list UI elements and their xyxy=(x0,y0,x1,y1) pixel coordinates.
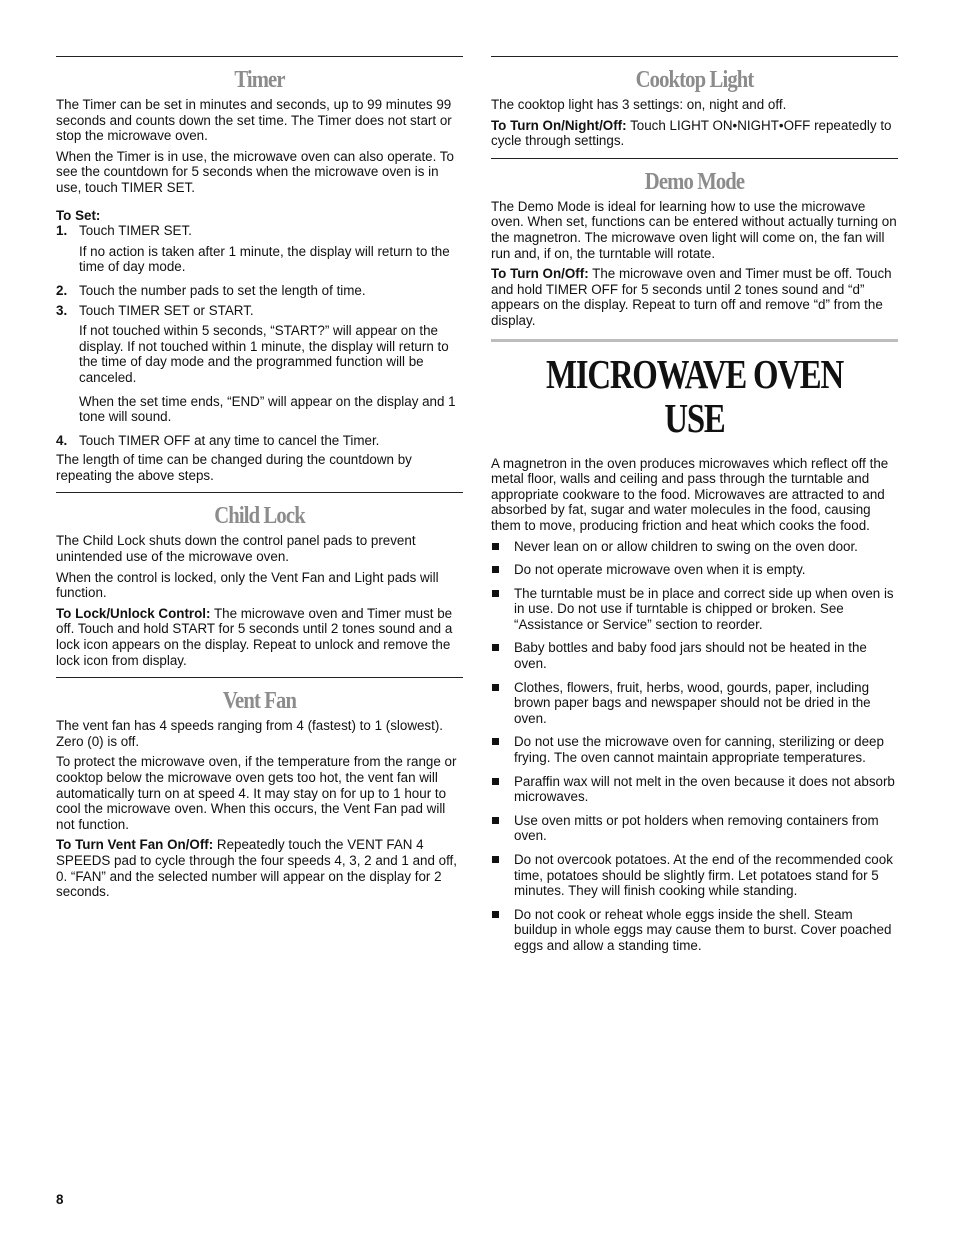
vent-fan-toggle-label: To Turn Vent Fan On/Off: xyxy=(56,837,214,853)
vent-fan-paragraph-2: To protect the microwave oven, if the temperature from the range or cooktop below the microwave oven gets too hot, the vent fan will automatically turn on at speed 4. It may stay on for up to 1 hour to cool the microwave oven. When this occurs, the Vent Fan pad will not function. xyxy=(56,754,457,832)
list-item xyxy=(491,562,898,578)
list-item xyxy=(491,640,898,671)
demo-mode-heading: Demo Mode xyxy=(644,168,745,195)
microwave-use-intro: A magnetron in the oven produces microwaves which reflect off the metal floor, walls and ceiling and pass through the turntable and appropriate cookware to the food. Microwaves are attracted to and absorbed by fat, sugar and water molecules in the food, causing them to move, producing friction and heat which cooks the food. xyxy=(491,455,889,533)
microwave-use-heading: MICROWAVE OVEN USE xyxy=(546,350,843,441)
step-text: Touch TIMER OFF at any time to cancel the Timer. xyxy=(79,432,380,448)
vent-fan-section xyxy=(56,677,463,900)
vent-fan-toggle-text: Repeatedly touch the VENT FAN 4 SPEEDS pad to cycle through the four speeds 4, 3, 2 and 1 and off, 0. “FAN” and the selected number will appear on the display for 2 seconds. xyxy=(56,837,457,900)
vent-fan-paragraph-3 xyxy=(56,837,463,899)
cooktop-light-section xyxy=(491,56,898,149)
section-divider xyxy=(56,56,463,57)
square-bullet-icon xyxy=(491,852,514,899)
list-item-text: Do not cook or reheat whole eggs inside the shell. Steam buildup in whole eggs may cause them to burst. Cover poached eggs and allow a standing time. xyxy=(514,906,892,953)
to-set-label: To Set: xyxy=(56,207,101,223)
timer-paragraph-1: The Timer can be set in minutes and seconds, up to 99 minutes 99 seconds and counts down the set time. The Timer does not start or stop the microwave oven. xyxy=(56,97,452,144)
square-bullet-icon xyxy=(491,640,514,671)
demo-mode-paragraph-1: The Demo Mode is ideal for learning how to use the microwave oven. When set, functions can be entered without actually turning on the magnetron. The microwave oven light will come on, the fan will run and, if on, the turntable will rotate. xyxy=(491,198,897,261)
step-number: 1. xyxy=(56,223,68,239)
child-lock-paragraph-2: When the control is locked, only the Vent Fan and Light pads will function. xyxy=(56,569,439,601)
step-number: 2. xyxy=(56,282,68,298)
step-note: When the set time ends, “END” will appear on the display and 1 tone will sound. xyxy=(79,393,456,425)
cooktop-light-paragraph-2 xyxy=(491,118,898,149)
list-item xyxy=(491,586,898,633)
list-item xyxy=(491,774,898,805)
list-item xyxy=(491,907,898,954)
timer-step-2 xyxy=(56,283,463,299)
timer-step-3 xyxy=(56,303,463,319)
square-bullet-icon xyxy=(491,774,514,805)
vent-fan-paragraph-1: The vent fan has 4 speeds ranging from 4 (fastest) to 1 (slowest). Zero (0) is off. xyxy=(56,718,444,749)
list-item-text: The turntable must be in place and correct side up when oven is in use. Do not use if turntable is chipped or broken. See “Assistance or Service” section to reorder. xyxy=(514,585,894,632)
light-toggle-text: Touch LIGHT ON•NIGHT•OFF repeatedly to cycle through settings. xyxy=(491,117,892,149)
child-lock-paragraph-1: The Child Lock shuts down the control panel pads to prevent unintended use of the microwave oven. xyxy=(56,533,416,565)
vent-fan-heading: Vent Fan xyxy=(222,688,297,715)
list-item xyxy=(491,734,898,765)
list-item-text: Baby bottles and baby food jars should not be heated in the oven. xyxy=(514,640,867,672)
section-divider xyxy=(56,677,463,678)
step-number: 3. xyxy=(56,302,68,318)
list-item-text: Clothes, flowers, fruit, herbs, wood, gourds, paper, including brown paper bags and newspaper should not be dried in the oven. xyxy=(514,679,871,726)
child-lock-section xyxy=(56,492,463,668)
timer-step-1 xyxy=(56,223,463,239)
page-number: 8 xyxy=(56,1192,64,1207)
demo-mode-section xyxy=(491,158,898,329)
square-bullet-icon xyxy=(491,813,514,844)
step-text: Touch the number pads to set the length of time. xyxy=(79,282,366,298)
timer-paragraph-2: When the Timer is in use, the microwave oven can also operate. To see the countdown for 5 seconds when the microwave oven is in use, touch TIMER SET. xyxy=(56,148,454,195)
child-lock-paragraph-3 xyxy=(56,606,463,668)
demo-mode-paragraph-2 xyxy=(491,266,898,328)
step-note: If not touched within 5 seconds, “START?” will appear on the display. If not touched within 1 minute, the display will return to the time of day mode and the programmed function will be canceled. xyxy=(79,323,449,385)
thick-section-divider xyxy=(491,339,898,342)
square-bullet-icon xyxy=(491,734,514,765)
list-item xyxy=(491,813,898,844)
section-divider xyxy=(491,56,898,57)
section-divider xyxy=(491,158,898,159)
lock-unlock-label: To Lock/Unlock Control: xyxy=(56,605,211,621)
list-item-text: Do not overcook potatoes. At the end of the recommended cook time, potatoes should be slightly firm. Let potatoes stand for 5 minutes. They will finish cooking while standing. xyxy=(514,852,893,899)
lock-unlock-text: The microwave oven and Timer must be off. Touch and hold START for 5 seconds until 2 tones sound and a lock icon appears on the display. Repeat to unlock and remove the lock icon from display. xyxy=(56,605,453,668)
microwave-use-section xyxy=(491,339,898,954)
list-item xyxy=(491,680,898,727)
child-lock-heading: Child Lock xyxy=(214,503,305,530)
right-column xyxy=(491,56,898,954)
list-item-text: Use oven mitts or pot holders when removing containers from oven. xyxy=(514,812,879,844)
square-bullet-icon xyxy=(491,907,514,954)
cooktop-light-heading: Cooktop Light xyxy=(635,67,754,93)
demo-toggle-label: To Turn On/Off: xyxy=(491,266,589,282)
square-bullet-icon xyxy=(491,562,514,578)
step-text: Touch TIMER SET or START. xyxy=(79,302,254,318)
list-item-text: Do not use the microwave oven for canning, sterilizing or deep frying. The oven cannot maintain appropriate temperatures. xyxy=(514,734,884,766)
step-text: Touch TIMER SET. xyxy=(79,223,192,239)
step-number: 4. xyxy=(56,432,68,448)
cooktop-light-paragraph-1: The cooktop light has 3 settings: on, night and off. xyxy=(491,97,787,112)
list-item-text: Never lean on or allow children to swing on the oven door. xyxy=(514,538,858,554)
step-note: If no action is taken after 1 minute, the display will return to the time of day mode. xyxy=(79,243,450,275)
demo-toggle-text: The microwave oven and Timer must be off. Touch and hold TIMER OFF for 5 seconds until 2 tones sound and “d” appears on the display. Repeat to turn off and remove “d” from the display. xyxy=(491,266,892,328)
light-toggle-label: To Turn On/Night/Off: xyxy=(491,117,627,133)
square-bullet-icon xyxy=(491,586,514,633)
list-item xyxy=(491,852,898,899)
square-bullet-icon xyxy=(491,539,514,555)
section-divider xyxy=(56,492,463,493)
left-column xyxy=(56,56,463,900)
timer-section xyxy=(56,56,463,483)
list-item-text: Paraffin wax will not melt in the oven because it does not absorb microwaves. xyxy=(514,773,895,805)
list-item xyxy=(491,539,898,555)
list-item-text: Do not operate microwave oven when it is empty. xyxy=(514,562,806,578)
square-bullet-icon xyxy=(491,680,514,727)
timer-paragraph-3: The length of time can be changed during the countdown by repeating the above steps. xyxy=(56,452,412,483)
timer-heading: Timer xyxy=(234,67,285,93)
timer-step-4 xyxy=(56,433,463,449)
